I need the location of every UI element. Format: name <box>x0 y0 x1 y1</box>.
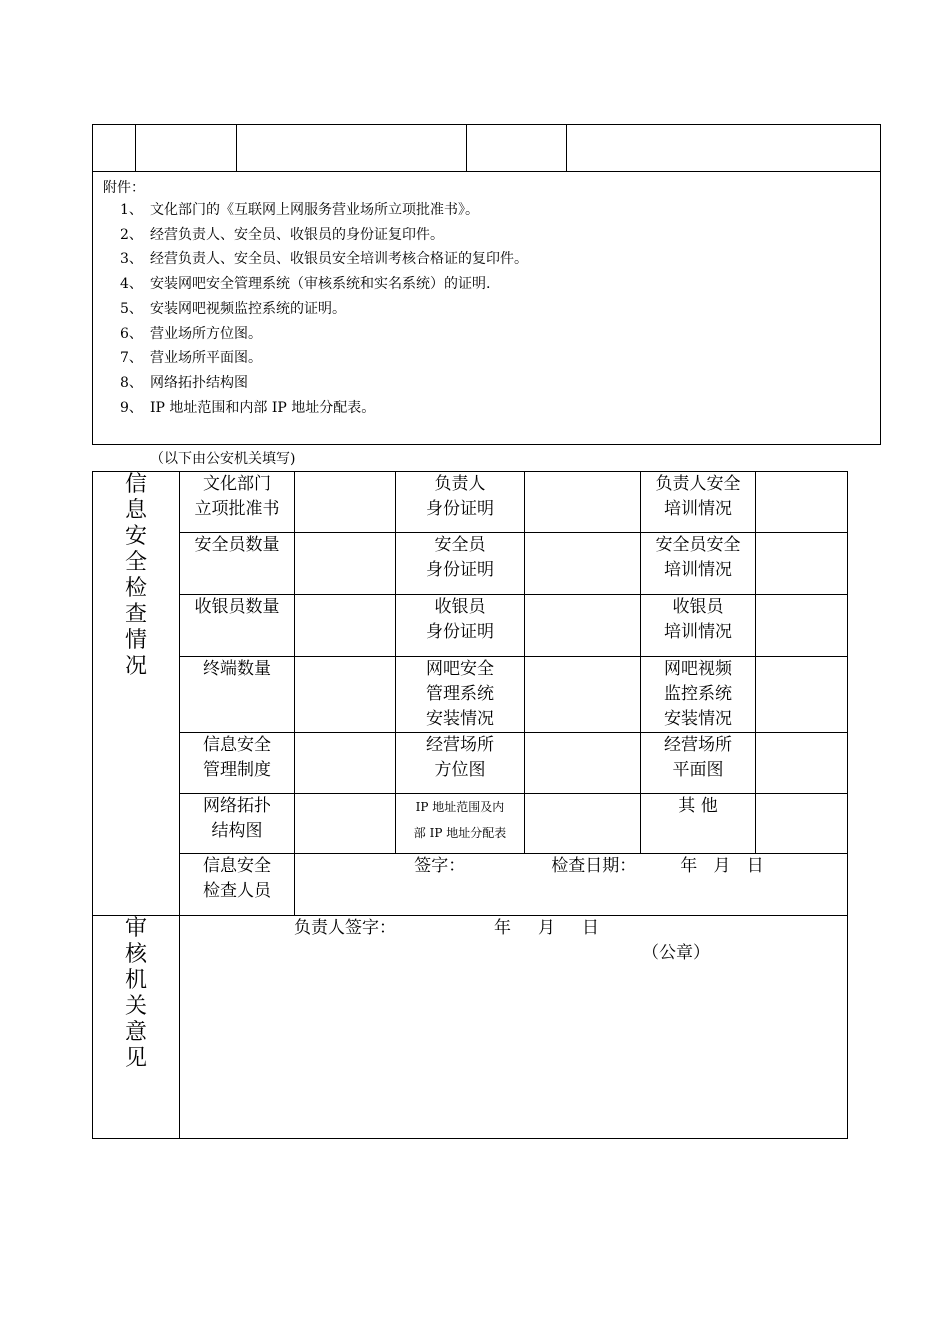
value-cell[interactable] <box>295 533 396 595</box>
value-cell[interactable] <box>756 472 848 533</box>
inspector-sign-cell[interactable] <box>295 854 848 916</box>
item-label-line: 部 IP 地址分配表 <box>413 826 507 840</box>
attachment-text: 网络拓扑结构图 <box>150 374 248 391</box>
attachment-text: IP 地址范围和内部 IP 地址分配表。 <box>150 399 376 416</box>
item-label-line: 监控系统 <box>664 684 732 704</box>
check-row <box>93 595 848 657</box>
attachment-number: 1、 <box>120 202 143 218</box>
vertical-char: 全 <box>124 550 147 575</box>
attachment-item <box>120 247 880 272</box>
item-label-line: 方位图 <box>434 760 486 780</box>
item-label <box>180 657 295 733</box>
attachment-number: 6、 <box>120 325 143 342</box>
item-label <box>180 595 295 657</box>
attachment-text: 文化部门的《互联网上网服务营业场所立项批准书》。 <box>150 202 479 218</box>
value-cell[interactable] <box>295 472 396 533</box>
item-label <box>641 794 756 854</box>
item-label-line: 安装情况 <box>664 709 732 729</box>
item-label <box>396 733 525 794</box>
attachment-item <box>120 198 880 223</box>
value-cell[interactable] <box>756 657 848 733</box>
sign-label: 签字： <box>414 856 466 876</box>
item-label <box>641 595 756 657</box>
value-cell[interactable] <box>525 657 641 733</box>
attachment-text: 安装网吧视频监控系统的证明。 <box>150 300 346 317</box>
attachments-list <box>93 198 880 420</box>
item-label-line: 负责人安全 <box>655 474 741 494</box>
inspector-label-line: 信息安全 <box>203 856 271 876</box>
item-label-line: 平面图 <box>672 760 724 780</box>
value-cell[interactable] <box>525 595 641 657</box>
value-cell[interactable] <box>756 733 848 794</box>
vertical-char: 见 <box>124 1046 147 1071</box>
attachments-cell <box>93 172 881 445</box>
review-row <box>93 916 848 1139</box>
review-label <box>93 916 180 1139</box>
vertical-char: 安 <box>124 524 147 549</box>
check-date-label: 检查日期： <box>551 856 637 876</box>
item-label-line: 立项批准书 <box>194 499 280 519</box>
attachment-table <box>92 124 881 445</box>
item-label-line: 管理制度 <box>203 760 271 780</box>
security-check-table <box>92 471 848 1139</box>
inspector-row <box>93 854 848 916</box>
item-label <box>396 794 525 854</box>
value-cell[interactable] <box>295 657 396 733</box>
vertical-char: 检 <box>124 576 147 601</box>
vertical-char: 核 <box>124 942 147 967</box>
attachment-text: 营业场所方位图。 <box>150 325 262 342</box>
inspector-label-line: 检查人员 <box>203 881 271 901</box>
item-label-line: 安全员 <box>434 535 486 555</box>
value-cell[interactable] <box>295 595 396 657</box>
item-label-line: 安装情况 <box>426 709 494 729</box>
item-label-line: 培训情况 <box>664 499 732 519</box>
item-label-line: 安全员安全 <box>655 535 741 555</box>
item-label <box>180 472 295 533</box>
vertical-char: 息 <box>124 498 147 523</box>
vertical-char: 信 <box>124 472 147 497</box>
vertical-char: 情 <box>124 628 147 653</box>
item-label-line: 收银员数量 <box>194 597 280 617</box>
attachment-item <box>120 272 880 297</box>
item-label <box>396 472 525 533</box>
review-date-ymd: 年 月 日 <box>494 918 600 938</box>
item-label-line: 培训情况 <box>664 560 732 580</box>
item-label-line: 网吧安全 <box>426 659 494 679</box>
item-label-line: 负责人 <box>434 474 486 494</box>
vertical-char: 意 <box>124 1020 147 1045</box>
vertical-char: 机 <box>124 968 147 993</box>
attachments-title: 附件： <box>103 180 145 196</box>
item-label-line: 经营场所 <box>426 735 494 755</box>
review-opinion-cell[interactable] <box>180 916 848 1139</box>
value-cell[interactable] <box>295 733 396 794</box>
blank-cell[interactable] <box>467 125 567 172</box>
item-label-line: 身份证明 <box>426 560 494 580</box>
item-label-line: 终端数量 <box>203 659 271 679</box>
blank-cell[interactable] <box>567 125 881 172</box>
item-label-line: IP 地址范围及内 <box>415 800 505 814</box>
item-label-line: 收银员 <box>434 597 486 617</box>
item-label <box>396 657 525 733</box>
blank-cell[interactable] <box>237 125 467 172</box>
review-sign-label: 负责人签字： <box>294 918 396 938</box>
attachment-number: 7、 <box>120 350 143 367</box>
check-date-ymd: 年 月 日 <box>680 856 764 876</box>
review-sign-line <box>180 916 847 941</box>
attachment-item <box>120 297 880 322</box>
item-label <box>641 657 756 733</box>
attachment-number: 4、 <box>120 276 143 293</box>
item-label-line: 安全员数量 <box>194 535 280 555</box>
item-label <box>641 472 756 533</box>
item-label <box>180 533 295 595</box>
attachment-text: 营业场所平面图。 <box>150 350 262 367</box>
attachment-number: 2、 <box>120 226 143 243</box>
check-row <box>93 533 848 595</box>
attachment-number: 3、 <box>120 251 143 268</box>
item-label-line: 身份证明 <box>426 499 494 519</box>
item-label-line: 信息安全 <box>203 735 271 755</box>
item-label-line: 其 他 <box>678 796 718 816</box>
item-label <box>180 794 295 854</box>
item-label-line: 培训情况 <box>664 622 732 642</box>
seal-text: （公章） <box>642 943 710 963</box>
attachment-item <box>120 322 880 347</box>
item-label-line: 网络拓扑 <box>203 796 271 816</box>
attachment-item <box>120 396 880 421</box>
value-cell[interactable] <box>525 733 641 794</box>
item-label-line: 网吧视频 <box>664 659 732 679</box>
value-cell[interactable] <box>295 794 396 854</box>
item-label-line: 结构图 <box>211 821 263 841</box>
value-cell[interactable] <box>756 794 848 854</box>
check-row <box>93 794 848 854</box>
attachment-text: 经营负责人、安全员、收银员安全培训考核合格证的复印件。 <box>150 251 528 268</box>
attachment-text: 经营负责人、安全员、收银员的身份证复印件。 <box>150 226 444 243</box>
item-label-line: 文化部门 <box>203 474 271 494</box>
item-label-line: 经营场所 <box>664 735 732 755</box>
blank-cell[interactable] <box>136 125 237 172</box>
check-row <box>93 472 848 533</box>
item-label <box>180 733 295 794</box>
item-label <box>396 533 525 595</box>
item-label-line: 管理系统 <box>426 684 494 704</box>
item-label <box>641 733 756 794</box>
check-row <box>93 733 848 794</box>
value-cell[interactable] <box>525 533 641 595</box>
top-blank-row <box>93 125 881 172</box>
check-row <box>93 657 848 733</box>
attachment-number: 5、 <box>120 300 143 317</box>
value-cell[interactable] <box>525 794 641 854</box>
police-note: （以下由公安机关填写) <box>150 451 296 467</box>
item-label <box>641 533 756 595</box>
attachment-text: 安装网吧安全管理系统（审核系统和实名系统）的证明. <box>150 276 491 293</box>
value-cell[interactable] <box>756 595 848 657</box>
security-check-label <box>93 472 180 916</box>
inspector-label <box>180 854 295 916</box>
attachment-item <box>120 371 880 396</box>
vertical-char: 审 <box>124 916 147 941</box>
attachment-number: 8、 <box>120 374 143 391</box>
vertical-char: 况 <box>124 654 147 679</box>
value-cell[interactable] <box>525 472 641 533</box>
attachment-item <box>120 346 880 371</box>
vertical-char: 关 <box>124 994 147 1019</box>
attachment-number: 9、 <box>120 399 143 416</box>
attachment-item <box>120 223 880 248</box>
vertical-char: 查 <box>124 602 147 627</box>
blank-cell[interactable] <box>93 125 136 172</box>
item-label-line: 收银员 <box>672 597 724 617</box>
item-label <box>396 595 525 657</box>
value-cell[interactable] <box>756 533 848 595</box>
item-label-line: 身份证明 <box>426 622 494 642</box>
